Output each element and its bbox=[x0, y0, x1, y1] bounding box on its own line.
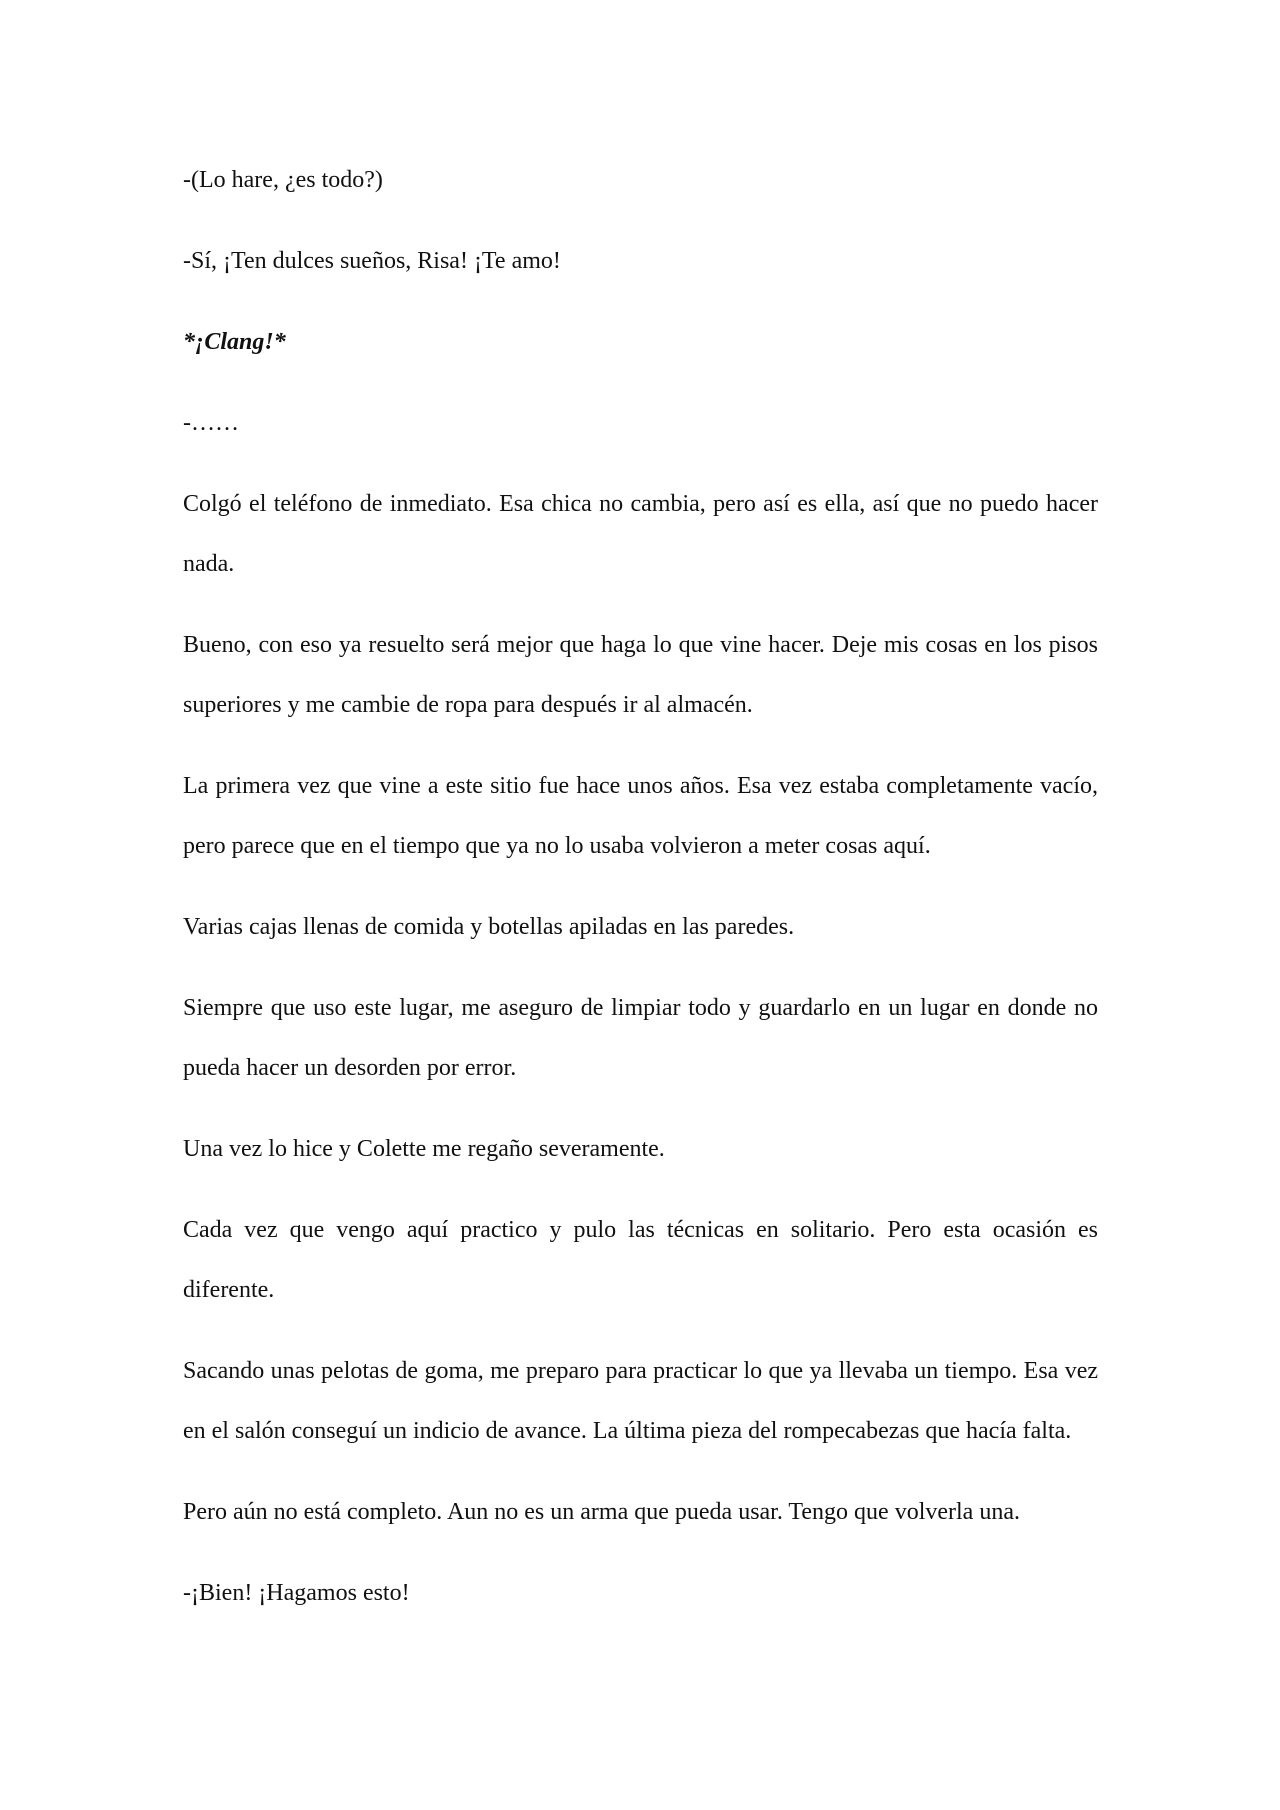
narrative-paragraph: Bueno, con eso ya resuelto será mejor que haga lo que vine hacer. Deje mis cosas en los pisos superiores y me cambie de ropa para después ir al almacén. bbox=[183, 632, 1098, 718]
narrative-paragraph: Pero aún no está completo. Aun no es un arma que pueda usar. Tengo que volverla una. bbox=[183, 1499, 1020, 1525]
dialogue-line: -¡Bien! ¡Hagamos esto! bbox=[183, 1580, 410, 1606]
narrative-paragraph: Varias cajas llenas de comida y botellas apiladas en las paredes. bbox=[183, 914, 795, 940]
dialogue-line: -…… bbox=[183, 410, 239, 436]
narrative-paragraph: La primera vez que vine a este sitio fue hace unos años. Esa vez estaba completamente vacío, pero parece que en el tiempo que ya no lo usaba volvieron a meter cosas aquí. bbox=[183, 773, 1098, 859]
narrative-paragraph: Sacando unas pelotas de goma, me preparo para practicar lo que ya llevaba un tiempo. Esa vez en el salón conseguí un indicio de avance. La última pieza del rompecabezas que hacía falta. bbox=[183, 1358, 1098, 1444]
dialogue-line: -(Lo hare, ¿es todo?) bbox=[183, 167, 383, 193]
narrative-paragraph: Cada vez que vengo aquí practico y pulo las técnicas en solitario. Pero esta ocasión es diferente. bbox=[183, 1217, 1098, 1303]
document-body bbox=[183, 150, 1098, 1644]
narrative-paragraph: Siempre que uso este lugar, me aseguro de limpiar todo y guardarlo en un lugar en donde no pueda hacer un desorden por error. bbox=[183, 995, 1098, 1081]
narrative-paragraph: Colgó el teléfono de inmediato. Esa chica no cambia, pero así es ella, así que no puedo hacer nada. bbox=[183, 491, 1098, 577]
narrative-paragraph: Una vez lo hice y Colette me regaño severamente. bbox=[183, 1136, 665, 1162]
dialogue-line: -Sí, ¡Ten dulces sueños, Risa! ¡Te amo! bbox=[183, 248, 561, 274]
sound-effect: *¡Clang!* bbox=[183, 329, 286, 355]
